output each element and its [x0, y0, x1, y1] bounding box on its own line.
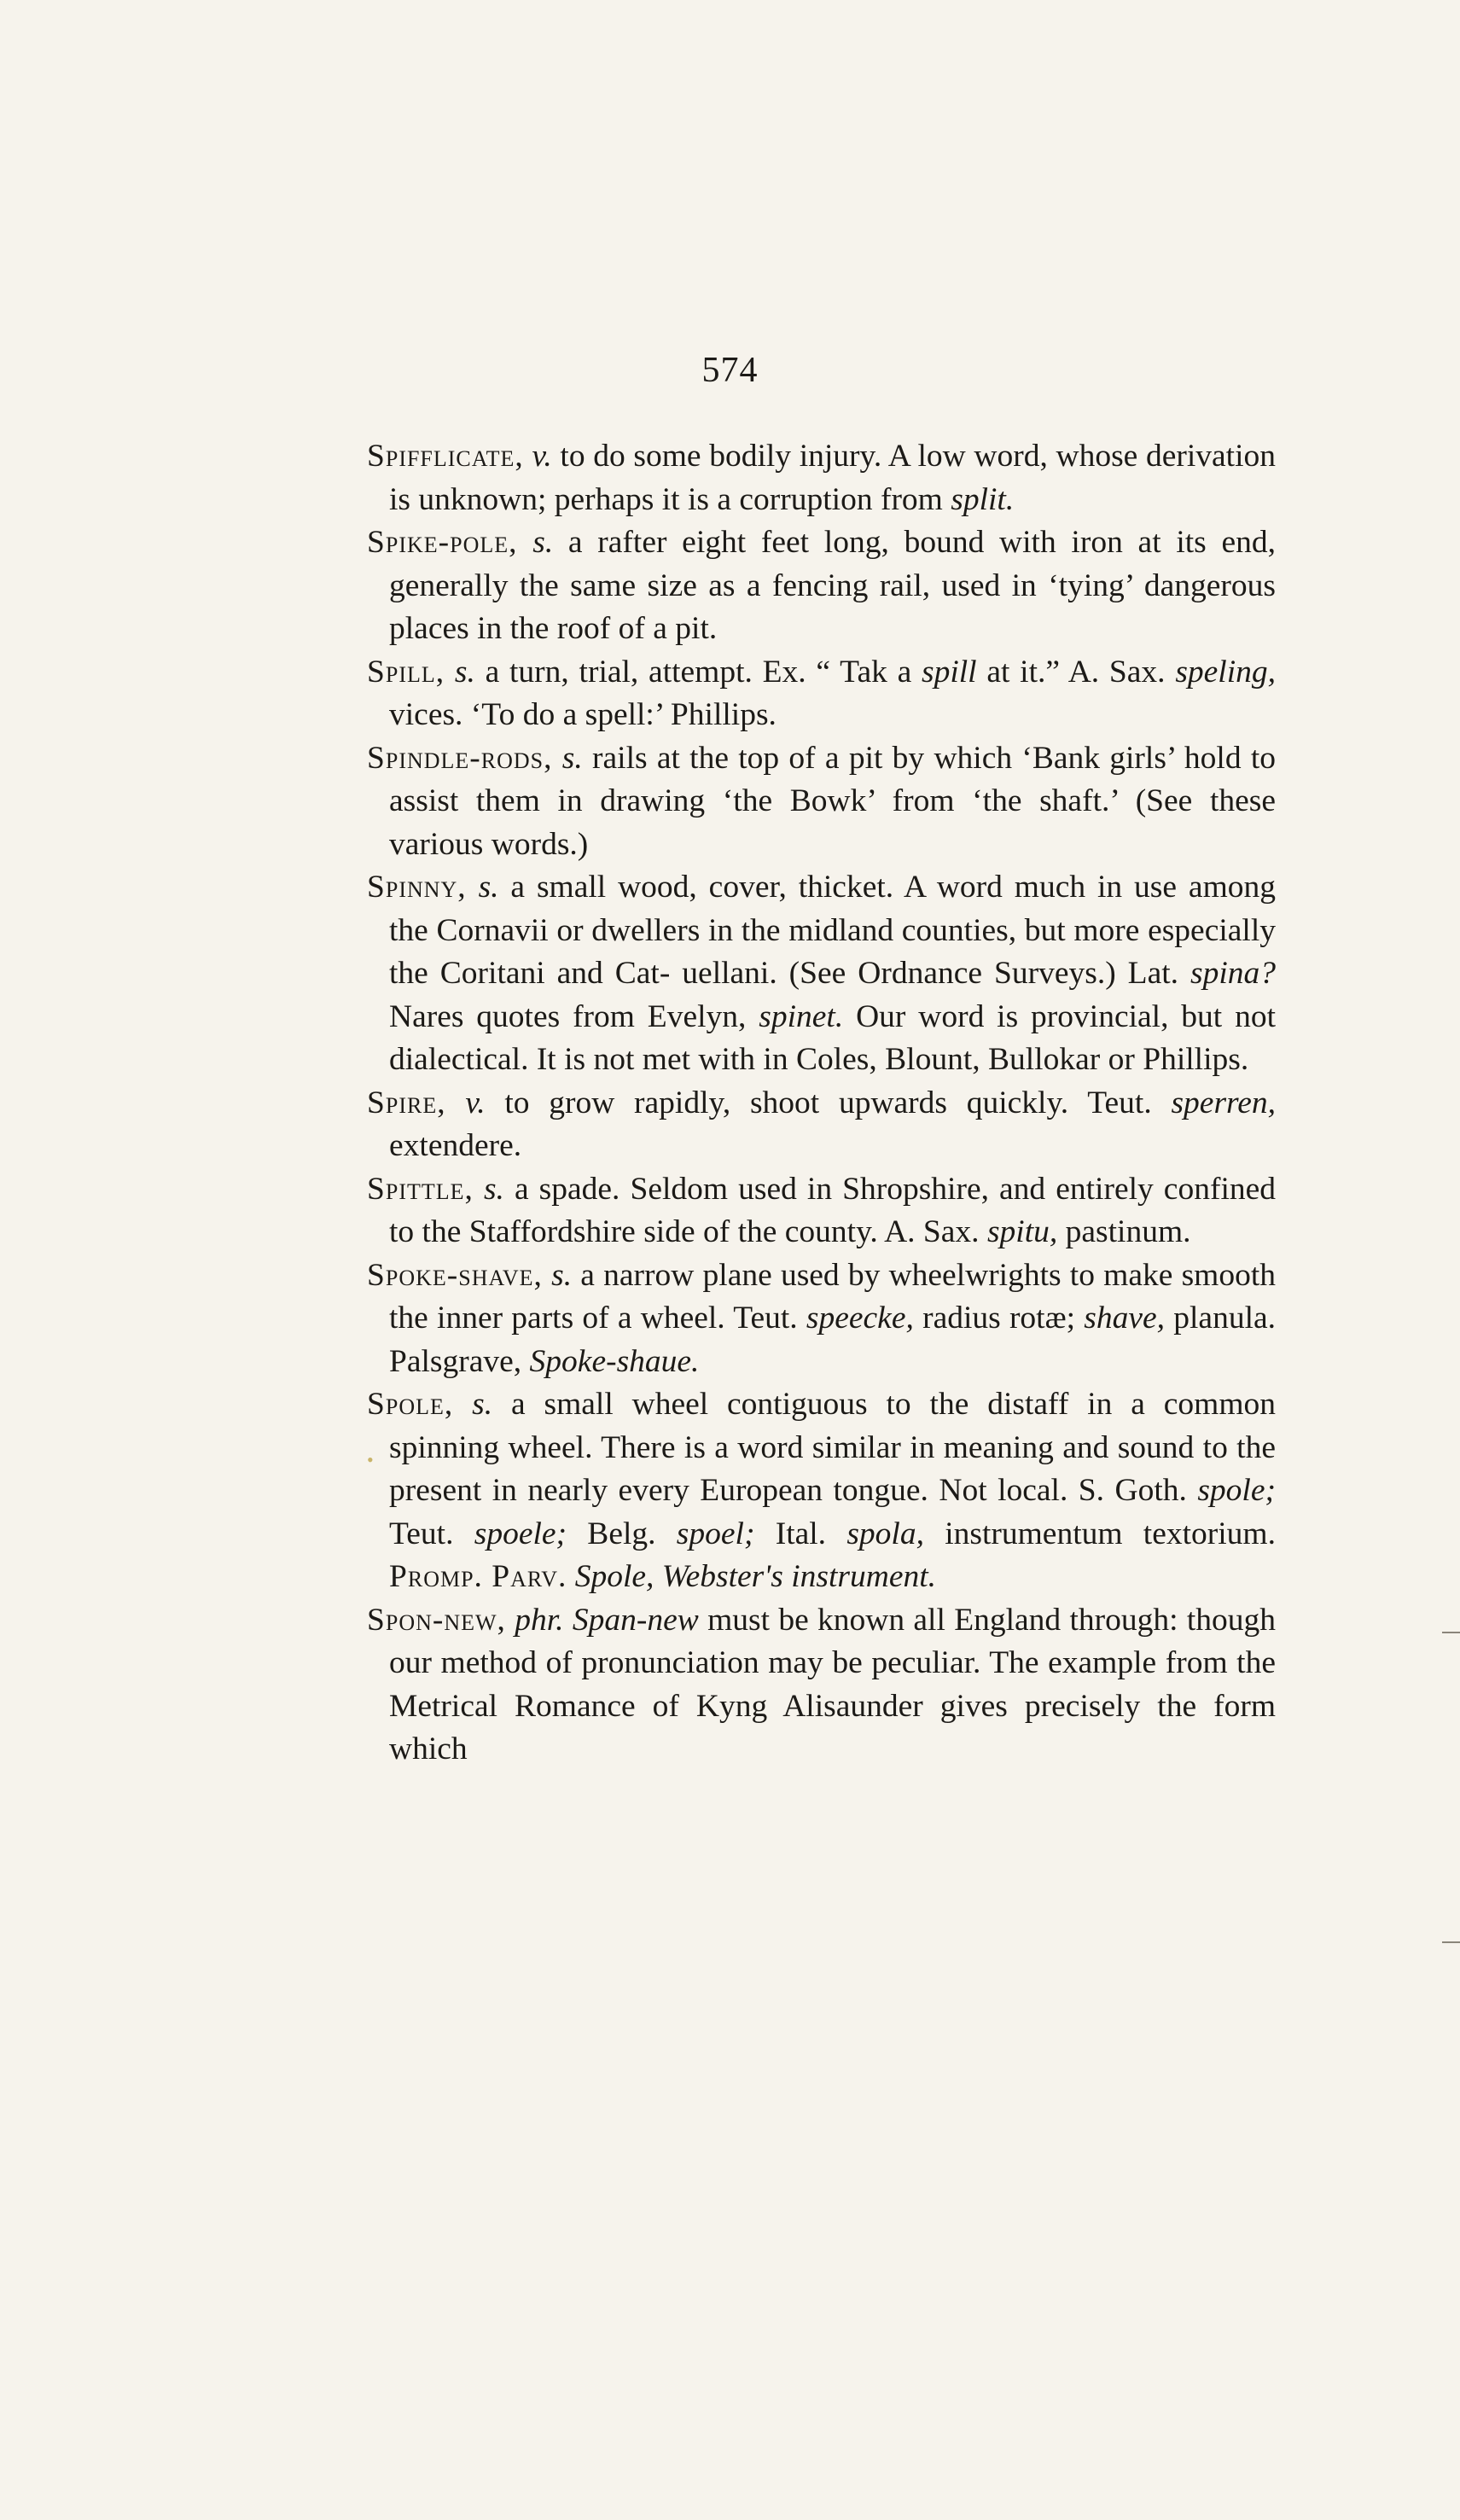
entry-definition-text — [567, 1559, 574, 1594]
entry-part-of-speech: s. — [532, 525, 554, 560]
entry-italic-text: spill — [922, 654, 977, 690]
dictionary-entry — [367, 737, 1276, 867]
entry-definition-text: Our word is provincial, but not dialectical. It is not met with in Coles, Blount, Bullokar or Phillips. — [389, 998, 1276, 1077]
entry-part-of-speech: s. — [483, 1171, 504, 1207]
entry-definition-text: Nares quotes from Evelyn, — [389, 998, 759, 1034]
entry-definition-text: radius rotæ; — [913, 1301, 1085, 1336]
entry-definition-text: rails at the top of a pit by which ‘Bank girls’ hold to assist them in drawing ‘the Bowk’ from ‘the shaft.’ (See these various words.) — [389, 740, 1277, 862]
page-edge-tick — [1442, 1941, 1460, 1943]
page-number: 574 — [701, 351, 759, 390]
entry-part-of-speech: s. — [551, 1257, 573, 1293]
entry-definition-text — [564, 1603, 573, 1638]
dictionary-entry — [367, 1254, 1276, 1384]
entry-definition-text: Belg. — [567, 1516, 677, 1551]
entry-definition-text: to do some bodily injury. A low word, whose derivation is unknown; perhaps it is a corruption from — [389, 439, 1277, 517]
entry-italic-text: split. — [951, 481, 1015, 517]
entry-part-of-speech: v. — [532, 439, 552, 474]
entry-italic-text: speling, — [1175, 654, 1277, 690]
entry-italic-text: spoel; — [676, 1516, 755, 1551]
entry-definition-text: instrumentum textorium. — [923, 1516, 1276, 1551]
entry-definition-text: a narrow plane used by wheelwrights to make smooth the inner parts of a wheel. Teut. — [389, 1257, 1277, 1336]
entry-definition-text: must be known all England through: though our method of pronunciation may be peculiar. The example from the Metrical Romance of Kyng Alisaunder gives precisely the form which — [389, 1602, 1277, 1766]
entry-definition-text: vices. ‘To do a spell:’ Phillips. — [389, 697, 777, 732]
entry-italic-text: spola, — [846, 1516, 924, 1551]
entry-part-of-speech: s. — [454, 654, 475, 690]
entry-italic-text: shave, — [1084, 1301, 1166, 1336]
entry-definition-text: at it.” A. Sax. — [976, 654, 1176, 690]
dictionary-entry — [367, 521, 1276, 651]
entry-definition-text: a spade. Seldom used in Shropshire, and entirely confined to the Staffordshire side of the county. A. Sax. — [389, 1171, 1277, 1249]
entry-definition-text: a small wheel contiguous to the distaff in a common spinning wheel. There is a word similar in meaning and sound to the present in nearly every European tongue. Not local. S. Goth. — [389, 1387, 1277, 1508]
entry-headword: Spon-new, — [367, 1602, 506, 1638]
entry-italic-text: spinet. — [759, 998, 844, 1034]
dictionary-entry — [367, 1383, 1276, 1599]
entry-italic-text: Spoke-shaue. — [529, 1343, 700, 1379]
entry-headword: Spike-pole, — [367, 525, 518, 560]
entry-headword: Spinny, — [367, 870, 467, 905]
dictionary-entry — [367, 435, 1276, 521]
entry-headword: Spittle, — [367, 1171, 474, 1207]
entry-headword: Spole, — [367, 1387, 454, 1422]
entry-italic-text: spitu, — [986, 1214, 1058, 1249]
entry-italic-text: speecke, — [806, 1301, 914, 1336]
entry-headword: Spill, — [367, 654, 445, 690]
entry-definition-text: a turn, trial, attempt. Ex. “ Tak a — [474, 654, 922, 690]
dictionary-entry — [367, 1168, 1276, 1254]
dictionary-entry — [367, 866, 1276, 1082]
entry-italic-text: spoele; — [474, 1516, 567, 1551]
entry-italic-text: sperren, — [1171, 1085, 1277, 1120]
entry-italic-text: spole; — [1197, 1473, 1276, 1508]
entry-definition-text: pastinum. — [1057, 1214, 1191, 1249]
dictionary-entry — [367, 1599, 1276, 1772]
entry-definition-text: Teut. — [389, 1516, 474, 1551]
entry-italic-text: Span-new — [572, 1602, 699, 1638]
entry-part-of-speech: phr. — [515, 1602, 564, 1638]
entry-italic-text: spina? — [1190, 956, 1276, 991]
entry-part-of-speech: s. — [472, 1387, 493, 1422]
entry-headword: Spifflicate, — [367, 439, 524, 474]
entry-headword: Spoke-shave, — [367, 1257, 543, 1293]
dictionary-entries — [367, 435, 1276, 1772]
margin-mark: • — [367, 1449, 374, 1470]
entry-headword: Spindle-rods, — [367, 740, 553, 776]
entry-italic-text: Spole, Webster's instrument. — [574, 1559, 937, 1594]
page-edge-tick — [1442, 1632, 1460, 1633]
entry-part-of-speech: s. — [561, 740, 583, 776]
dictionary-entry — [367, 651, 1276, 737]
entry-part-of-speech: s. — [478, 870, 499, 905]
entry-definition-text: a small wood, cover, thicket. A word much in use among the Cornavii or dwellers in the midland counties, but more especially the Coritani and Cat- uellani. (See Ordnance Surveys.) Lat. — [389, 870, 1276, 991]
entry-definition-text: planula. Palsgrave, — [389, 1301, 1277, 1379]
entry-part-of-speech: v. — [465, 1085, 486, 1120]
entry-definition-text: extendere. — [389, 1128, 522, 1163]
entry-definition-text: a rafter eight feet long, bound with iron at its end, generally the same size as a fencing rail, used in ‘tying’ dangerous places in the roof of a pit. — [389, 525, 1277, 646]
dictionary-entry — [367, 1082, 1276, 1168]
entry-definition-text: to grow rapidly, shoot upwards quickly. Teut. — [485, 1085, 1172, 1120]
entry-definition-text: Promp. Parv. — [389, 1559, 567, 1594]
entry-definition-text: Ital. — [754, 1516, 847, 1551]
entry-headword: Spire, — [367, 1085, 446, 1120]
